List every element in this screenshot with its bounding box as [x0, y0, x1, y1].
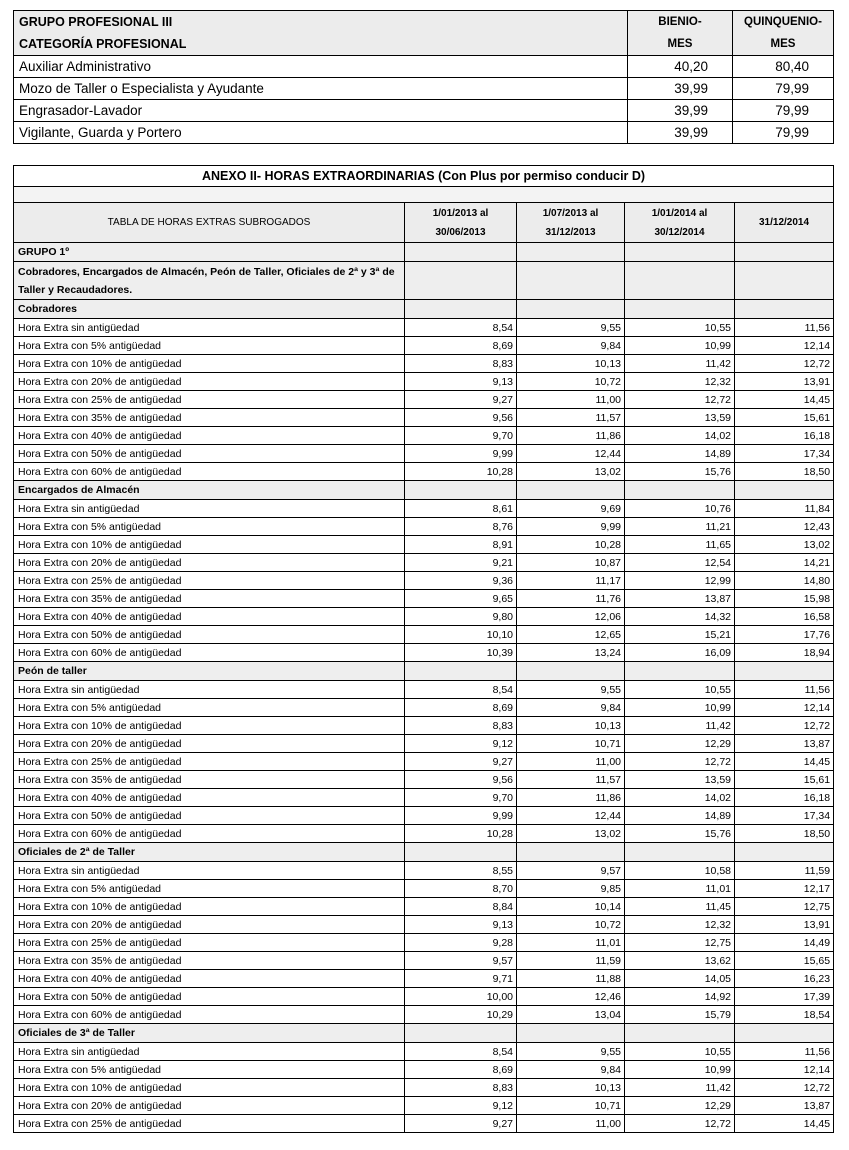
row-label: Hora Extra con 40% de antigüedad [14, 427, 405, 445]
rate-value: 10,76 [625, 500, 735, 518]
table-row [14, 916, 834, 934]
table-row [14, 608, 834, 626]
table-row [14, 554, 834, 572]
rate-value: 12,29 [625, 1097, 735, 1115]
rate-value: 8,83 [405, 355, 517, 373]
rate-value: 11,57 [517, 409, 625, 427]
rate-value: 18,54 [735, 1006, 834, 1024]
group-label: GRUPO 1º [14, 243, 405, 262]
table-row [14, 518, 834, 536]
row-label: Hora Extra sin antigüedad [14, 319, 405, 337]
bienio-value: 39,99 [628, 122, 733, 144]
rate-value: 9,12 [405, 1097, 517, 1115]
rate-value: 8,70 [405, 880, 517, 898]
rate-value: 9,56 [405, 771, 517, 789]
rate-value: 12,72 [625, 391, 735, 409]
table-row [14, 952, 834, 970]
rate-value: 13,02 [735, 536, 834, 554]
rate-value: 9,28 [405, 934, 517, 952]
rate-value: 16,18 [735, 427, 834, 445]
rate-value: 9,27 [405, 391, 517, 409]
rate-value: 13,87 [625, 590, 735, 608]
rate-value: 12,54 [625, 554, 735, 572]
rate-value: 9,99 [405, 807, 517, 825]
bienio-value: 39,99 [628, 78, 733, 100]
row-label: Hora Extra con 40% de antigüedad [14, 789, 405, 807]
rate-value: 17,76 [735, 626, 834, 644]
row-label: Hora Extra con 60% de antigüedad [14, 1006, 405, 1024]
quinquenio-value: 79,99 [733, 78, 834, 100]
rate-value: 9,55 [517, 1043, 625, 1061]
rate-value: 11,57 [517, 771, 625, 789]
rate-value: 10,29 [405, 1006, 517, 1024]
rate-value: 9,21 [405, 554, 517, 572]
table-row [14, 1043, 834, 1061]
rate-value: 12,06 [517, 608, 625, 626]
rate-value: 10,71 [517, 735, 625, 753]
category-label: Vigilante, Guarda y Portero [14, 122, 628, 144]
grupo-profesional-header [14, 11, 628, 56]
rate-value: 12,99 [625, 572, 735, 590]
section-label: Oficiales de 2ª de Taller [14, 843, 405, 862]
rate-value: 9,57 [517, 862, 625, 880]
table-row [14, 337, 834, 355]
rate-value: 9,55 [517, 681, 625, 699]
rate-value: 11,01 [517, 934, 625, 952]
table-row [14, 699, 834, 717]
rate-value: 13,91 [735, 373, 834, 391]
rate-value: 8,54 [405, 681, 517, 699]
row-label: Hora Extra sin antigüedad [14, 1043, 405, 1061]
rate-value: 10,55 [625, 319, 735, 337]
table-row [14, 807, 834, 825]
category-label: Engrasador-Lavador [14, 100, 628, 122]
rate-value: 11,56 [735, 1043, 834, 1061]
rate-value: 8,76 [405, 518, 517, 536]
rate-value: 8,91 [405, 536, 517, 554]
rate-value: 13,02 [517, 463, 625, 481]
rate-value: 14,21 [735, 554, 834, 572]
table-row [14, 771, 834, 789]
rate-value: 17,39 [735, 988, 834, 1006]
rate-value: 11,84 [735, 500, 834, 518]
rate-value: 10,14 [517, 898, 625, 916]
rate-value: 15,79 [625, 1006, 735, 1024]
rate-value: 9,12 [405, 735, 517, 753]
rate-value: 14,05 [625, 970, 735, 988]
table-row [14, 427, 834, 445]
rate-value: 13,62 [625, 952, 735, 970]
rate-value: 14,89 [625, 445, 735, 463]
table-row [14, 862, 834, 880]
rate-value: 15,21 [625, 626, 735, 644]
rate-value: 16,18 [735, 789, 834, 807]
row-label: Hora Extra con 5% antigüedad [14, 880, 405, 898]
rate-value: 11,56 [735, 319, 834, 337]
rate-value: 13,87 [735, 1097, 834, 1115]
horas-extraordinarias-table [13, 165, 834, 1133]
rate-value: 14,89 [625, 807, 735, 825]
grupo-profesional-header-row [14, 11, 834, 56]
rate-value: 18,94 [735, 644, 834, 662]
rate-value: 15,65 [735, 952, 834, 970]
rate-value: 10,13 [517, 717, 625, 735]
rate-value: 10,00 [405, 988, 517, 1006]
rate-value: 9,85 [517, 880, 625, 898]
table-row [14, 373, 834, 391]
rate-value: 12,14 [735, 337, 834, 355]
rate-value: 18,50 [735, 825, 834, 843]
row-label: Hora Extra con 20% de antigüedad [14, 554, 405, 572]
bienio-value: 40,20 [628, 56, 733, 78]
rate-value: 12,72 [625, 1115, 735, 1133]
rate-value: 10,87 [517, 554, 625, 572]
rate-value: 9,65 [405, 590, 517, 608]
table-row [14, 463, 834, 481]
rate-value: 12,65 [517, 626, 625, 644]
row-label: Hora Extra con 5% antigüedad [14, 337, 405, 355]
rate-value: 16,23 [735, 970, 834, 988]
rate-value: 14,49 [735, 934, 834, 952]
rate-value: 16,09 [625, 644, 735, 662]
table-row [14, 590, 834, 608]
table-row [14, 319, 834, 337]
rate-value: 15,76 [625, 825, 735, 843]
rate-value: 12,32 [625, 916, 735, 934]
table-row [14, 1097, 834, 1115]
rate-value: 11,00 [517, 753, 625, 771]
row-label: Hora Extra con 60% de antigüedad [14, 825, 405, 843]
table-row [14, 1061, 834, 1079]
row-label: Hora Extra con 50% de antigüedad [14, 626, 405, 644]
row-label: Hora Extra con 60% de antigüedad [14, 463, 405, 481]
rate-value: 10,72 [517, 916, 625, 934]
rate-value: 11,17 [517, 572, 625, 590]
rate-value: 11,65 [625, 536, 735, 554]
row-label: Hora Extra con 25% de antigüedad [14, 572, 405, 590]
rate-value: 10,55 [625, 1043, 735, 1061]
row-label: Hora Extra con 10% de antigüedad [14, 717, 405, 735]
rate-value: 8,61 [405, 500, 517, 518]
row-label: Hora Extra con 10% de antigüedad [14, 898, 405, 916]
period-header: 1/01/2014 al 30/12/2014 [625, 203, 735, 243]
rate-value: 9,84 [517, 337, 625, 355]
grupo-profesional-table [13, 10, 834, 144]
row-label: Hora Extra sin antigüedad [14, 500, 405, 518]
tabla-horas-extras-header: TABLA DE HORAS EXTRAS SUBROGADOS [14, 203, 405, 243]
rate-value: 9,99 [405, 445, 517, 463]
rate-value: 12,75 [625, 934, 735, 952]
rate-value: 17,34 [735, 807, 834, 825]
table-row [14, 56, 834, 78]
table-row [14, 880, 834, 898]
row-label: Hora Extra con 60% de antigüedad [14, 644, 405, 662]
rate-value: 8,55 [405, 862, 517, 880]
rate-value: 11,21 [625, 518, 735, 536]
rate-value: 9,13 [405, 373, 517, 391]
rate-value: 15,61 [735, 771, 834, 789]
rate-value: 10,55 [625, 681, 735, 699]
rate-value: 11,00 [517, 1115, 625, 1133]
rate-value: 8,54 [405, 1043, 517, 1061]
rate-value: 10,71 [517, 1097, 625, 1115]
table-row [14, 717, 834, 735]
row-label: Hora Extra sin antigüedad [14, 862, 405, 880]
rate-value: 9,71 [405, 970, 517, 988]
table-row [14, 409, 834, 427]
rate-value: 9,56 [405, 409, 517, 427]
section-row [14, 1024, 834, 1043]
rate-value: 9,13 [405, 916, 517, 934]
row-label: Hora Extra con 40% de antigüedad [14, 970, 405, 988]
table-row [14, 789, 834, 807]
table-row [14, 536, 834, 554]
rate-value: 11,42 [625, 355, 735, 373]
rate-value: 12,44 [517, 807, 625, 825]
rate-value: 14,45 [735, 1115, 834, 1133]
group-description: Cobradores, Encargados de Almacén, Peón de Taller, Oficiales de 2ª y 3ª de Taller y Recaudadores. [14, 262, 405, 300]
rate-value: 9,70 [405, 789, 517, 807]
rate-value: 17,34 [735, 445, 834, 463]
row-label: Hora Extra con 10% de antigüedad [14, 536, 405, 554]
rate-value: 11,86 [517, 789, 625, 807]
group-row [14, 243, 834, 262]
rate-value: 18,50 [735, 463, 834, 481]
rate-value: 12,43 [735, 518, 834, 536]
row-label: Hora Extra con 5% antigüedad [14, 1061, 405, 1079]
rate-value: 11,01 [625, 880, 735, 898]
rate-value: 15,61 [735, 409, 834, 427]
rate-value: 11,45 [625, 898, 735, 916]
rate-value: 12,72 [625, 753, 735, 771]
rate-value: 11,59 [517, 952, 625, 970]
grupo-profesional-title: GRUPO PROFESIONAL III [19, 15, 173, 29]
row-label: Hora Extra con 10% de antigüedad [14, 355, 405, 373]
table-row [14, 500, 834, 518]
rate-value: 12,46 [517, 988, 625, 1006]
table-row [14, 626, 834, 644]
rate-value: 11,56 [735, 681, 834, 699]
rate-value: 9,36 [405, 572, 517, 590]
rate-value: 10,13 [517, 355, 625, 373]
quinquenio-value: 79,99 [733, 122, 834, 144]
row-label: Hora Extra con 5% antigüedad [14, 699, 405, 717]
rate-value: 12,72 [735, 1079, 834, 1097]
table-row [14, 825, 834, 843]
rate-value: 15,98 [735, 590, 834, 608]
rate-value: 8,69 [405, 337, 517, 355]
table-row [14, 445, 834, 463]
rate-value: 8,83 [405, 1079, 517, 1097]
row-label: Hora Extra con 35% de antigüedad [14, 952, 405, 970]
row-label: Hora Extra con 20% de antigüedad [14, 373, 405, 391]
rate-value: 14,45 [735, 391, 834, 409]
section-label: Encargados de Almacén [14, 481, 405, 500]
rate-value: 14,02 [625, 789, 735, 807]
rate-value: 10,39 [405, 644, 517, 662]
bienio-value: 39,99 [628, 100, 733, 122]
row-label: Hora Extra con 40% de antigüedad [14, 608, 405, 626]
category-label: Auxiliar Administrativo [14, 56, 628, 78]
table-row [14, 753, 834, 771]
table-row [14, 988, 834, 1006]
row-label: Hora Extra con 25% de antigüedad [14, 1115, 405, 1133]
rate-value: 13,04 [517, 1006, 625, 1024]
rate-value: 12,17 [735, 880, 834, 898]
rate-value: 11,86 [517, 427, 625, 445]
table-row [14, 1115, 834, 1133]
rate-value: 10,99 [625, 699, 735, 717]
period-header: 1/07/2013 al 31/12/2013 [517, 203, 625, 243]
row-label: Hora Extra sin antigüedad [14, 681, 405, 699]
table-row [14, 735, 834, 753]
rate-value: 13,59 [625, 771, 735, 789]
table-row [14, 391, 834, 409]
section-label: Peón de taller [14, 662, 405, 681]
rate-value: 11,76 [517, 590, 625, 608]
rate-value: 12,14 [735, 699, 834, 717]
rate-value: 13,87 [735, 735, 834, 753]
rate-value: 14,02 [625, 427, 735, 445]
rate-value: 12,72 [735, 355, 834, 373]
row-label: Hora Extra con 20% de antigüedad [14, 916, 405, 934]
section-row [14, 300, 834, 319]
section-row [14, 662, 834, 681]
rate-value: 9,80 [405, 608, 517, 626]
table-row [14, 78, 834, 100]
rate-value: 14,92 [625, 988, 735, 1006]
group-description-row [14, 262, 834, 300]
quinquenio-mes-header: QUINQUENIO- MES [733, 11, 834, 56]
rate-value: 10,99 [625, 1061, 735, 1079]
rate-value: 10,58 [625, 862, 735, 880]
rate-value: 10,28 [517, 536, 625, 554]
row-label: Hora Extra con 20% de antigüedad [14, 735, 405, 753]
rate-value: 9,99 [517, 518, 625, 536]
rate-value: 9,55 [517, 319, 625, 337]
row-label: Hora Extra con 20% de antigüedad [14, 1097, 405, 1115]
annex-title: ANEXO II- HORAS EXTRAORDINARIAS (Con Plus por permiso conducir D) [14, 166, 834, 187]
row-label: Hora Extra con 35% de antigüedad [14, 590, 405, 608]
row-label: Hora Extra con 5% antigüedad [14, 518, 405, 536]
quinquenio-value: 80,40 [733, 56, 834, 78]
table-row [14, 100, 834, 122]
row-label: Hora Extra con 35% de antigüedad [14, 409, 405, 427]
rate-value: 9,84 [517, 1061, 625, 1079]
rate-value: 15,76 [625, 463, 735, 481]
rate-value: 9,27 [405, 753, 517, 771]
table-row [14, 122, 834, 144]
rate-value: 12,72 [735, 717, 834, 735]
section-label: Cobradores [14, 300, 405, 319]
rate-value: 10,72 [517, 373, 625, 391]
table-row [14, 644, 834, 662]
row-label: Hora Extra con 25% de antigüedad [14, 391, 405, 409]
rate-value: 12,75 [735, 898, 834, 916]
period-header: 31/12/2014 [735, 203, 834, 243]
rate-value: 11,59 [735, 862, 834, 880]
rate-value: 12,29 [625, 735, 735, 753]
row-label: Hora Extra con 35% de antigüedad [14, 771, 405, 789]
rate-value: 9,57 [405, 952, 517, 970]
bienio-mes-header: BIENIO- MES [628, 11, 733, 56]
section-label: Oficiales de 3ª de Taller [14, 1024, 405, 1043]
rate-value: 8,69 [405, 699, 517, 717]
rate-value: 9,70 [405, 427, 517, 445]
table-row [14, 681, 834, 699]
section-row [14, 481, 834, 500]
rate-value: 10,28 [405, 825, 517, 843]
row-label: Hora Extra con 10% de antigüedad [14, 1079, 405, 1097]
rate-value: 9,84 [517, 699, 625, 717]
rate-value: 10,10 [405, 626, 517, 644]
rate-value: 11,42 [625, 717, 735, 735]
blank-row [14, 187, 834, 203]
rate-value: 14,80 [735, 572, 834, 590]
categoria-profesional-title: CATEGORÍA PROFESIONAL [19, 37, 187, 51]
row-label: Hora Extra con 50% de antigüedad [14, 807, 405, 825]
row-label: Hora Extra con 50% de antigüedad [14, 445, 405, 463]
row-label: Hora Extra con 25% de antigüedad [14, 934, 405, 952]
rate-value: 8,84 [405, 898, 517, 916]
period-header: 1/01/2013 al 30/06/2013 [405, 203, 517, 243]
rate-value: 10,13 [517, 1079, 625, 1097]
quinquenio-value: 79,99 [733, 100, 834, 122]
rate-value: 16,58 [735, 608, 834, 626]
rate-value: 8,83 [405, 717, 517, 735]
rate-value: 9,27 [405, 1115, 517, 1133]
rate-value: 13,24 [517, 644, 625, 662]
rate-value: 9,69 [517, 500, 625, 518]
rate-value: 10,99 [625, 337, 735, 355]
rate-value: 12,32 [625, 373, 735, 391]
table-row [14, 572, 834, 590]
rate-value: 13,91 [735, 916, 834, 934]
rate-value: 13,59 [625, 409, 735, 427]
rate-value: 14,45 [735, 753, 834, 771]
rate-value: 8,69 [405, 1061, 517, 1079]
row-label: Hora Extra con 50% de antigüedad [14, 988, 405, 1006]
row-label: Hora Extra con 25% de antigüedad [14, 753, 405, 771]
annex-title-row [14, 166, 834, 187]
rate-value: 8,54 [405, 319, 517, 337]
rate-value: 12,14 [735, 1061, 834, 1079]
table-row [14, 970, 834, 988]
rate-value: 12,44 [517, 445, 625, 463]
rate-value: 11,88 [517, 970, 625, 988]
table-row [14, 1079, 834, 1097]
table-row [14, 1006, 834, 1024]
rate-value: 11,00 [517, 391, 625, 409]
table-row [14, 934, 834, 952]
rate-value: 13,02 [517, 825, 625, 843]
column-header-row [14, 203, 834, 243]
section-row [14, 843, 834, 862]
table-row [14, 355, 834, 373]
category-label: Mozo de Taller o Especialista y Ayudante [14, 78, 628, 100]
rate-value: 14,32 [625, 608, 735, 626]
rate-value: 11,42 [625, 1079, 735, 1097]
table-row [14, 898, 834, 916]
rate-value: 10,28 [405, 463, 517, 481]
